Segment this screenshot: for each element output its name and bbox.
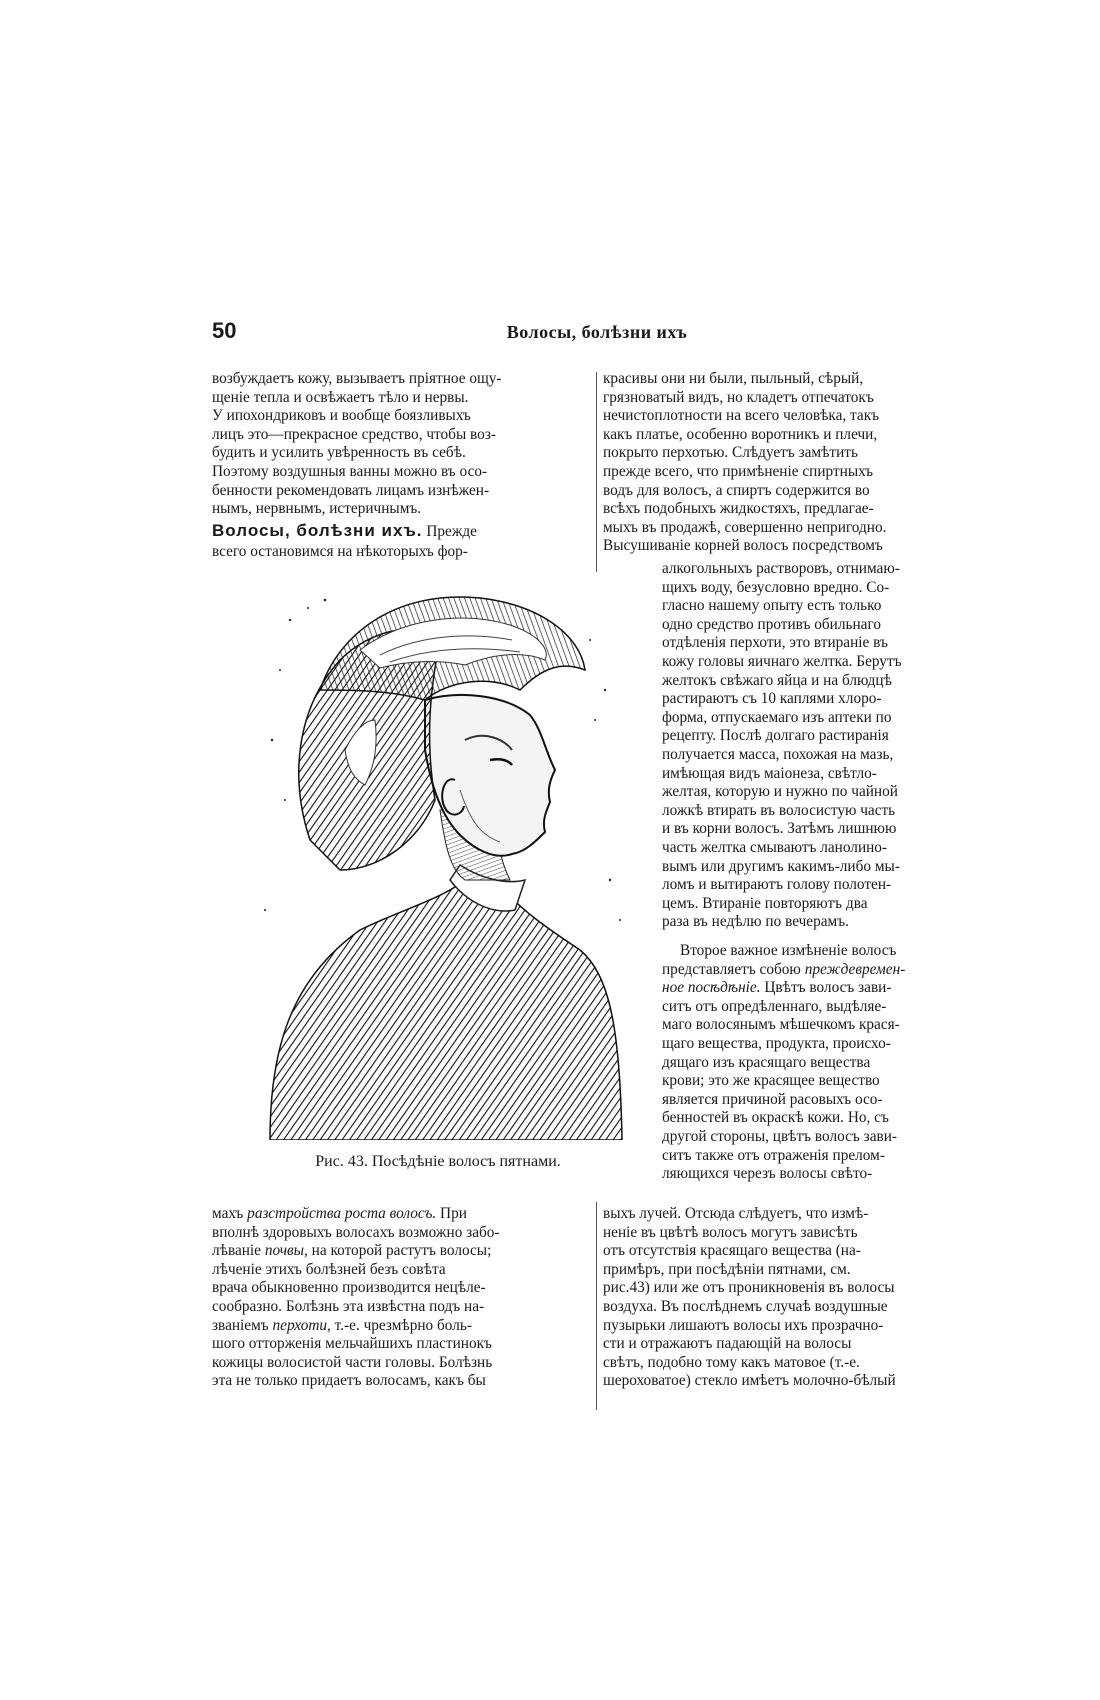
text-line bbox=[662, 961, 980, 980]
text-line: имѣющая видъ маіонеза, свѣтло- bbox=[662, 764, 877, 782]
text-run: званіемъ bbox=[212, 1316, 273, 1334]
text-line: ложкѣ втирать въ волосистую часть bbox=[662, 801, 896, 819]
text-line: получается масса, похожая на мазь, bbox=[662, 745, 894, 763]
text-line: ситъ отъ опредѣленнаго, выдѣляе- bbox=[662, 997, 887, 1015]
column-rule-top bbox=[596, 372, 597, 572]
text-line: отъ отсутствія красящаго вещества (на- bbox=[603, 1242, 861, 1260]
text-line: выхъ лучей. Отсюда слѣдуетъ, что измѣ- bbox=[603, 1205, 869, 1222]
text-line: ситъ также отъ отраженія прелом- bbox=[662, 1146, 885, 1164]
text-run: т.-е. чрезмѣрно боль- bbox=[330, 1316, 472, 1334]
text-line: грязноватый видъ, но кладетъ отпечатокъ bbox=[603, 388, 874, 406]
text-line: сообразно. Болѣзнь эта извѣстна подъ на- bbox=[212, 1297, 485, 1315]
text-line: бенностей въ окраскѣ кожи. Но, съ bbox=[662, 1109, 889, 1127]
right-column-top bbox=[603, 370, 981, 556]
text-line: Второе важное измѣненіе волосъ bbox=[680, 942, 897, 959]
section-heading-line bbox=[212, 519, 590, 543]
heading-tail: Прежде bbox=[422, 522, 477, 540]
text-run: на которой растутъ волосы; bbox=[307, 1242, 492, 1260]
text-line: является причиной расовыхъ осо- bbox=[662, 1090, 883, 1108]
text-line: кожицы волосистой части головы. Болѣзнь bbox=[212, 1353, 493, 1371]
text-line: другой стороны, цвѣтъ волосъ зави- bbox=[662, 1127, 897, 1145]
section-heading: Волосы, болѣзни ихъ. bbox=[212, 520, 423, 540]
text-line: рецепту. Послѣ долгаго растиранія bbox=[662, 727, 889, 745]
text-run: Цвѣтъ волосъ зави- bbox=[760, 979, 892, 997]
emphasis-run: почвы, bbox=[264, 1242, 308, 1260]
text-line: примѣръ, при посѣдѣніи пятнами, см. bbox=[603, 1260, 851, 1278]
text-line: щеніе тепла и освѣжаетъ тѣло и нервы. bbox=[212, 388, 469, 406]
text-line: сти и отражаютъ падающій на волосы bbox=[603, 1335, 852, 1353]
text-line: врача обыкновенно производится нецѣле- bbox=[212, 1279, 486, 1297]
text-line: всего остановимся на нѣкоторыхъ фор- bbox=[212, 542, 468, 560]
text-line: неніе въ цвѣтѣ волосъ могутъ зависѣть bbox=[603, 1223, 858, 1241]
text-line: кожу головы яичнаго желтка. Берутъ bbox=[662, 652, 902, 670]
text-line: вымъ или другимъ какимъ-либо мы- bbox=[662, 857, 900, 875]
emphasis-run: разстройства роста волосъ. bbox=[247, 1205, 437, 1222]
text-line: желтокъ свѣжаго яйца и на блюдцѣ bbox=[662, 671, 892, 689]
text-line: маго волосянымъ мѣшечкомъ крася- bbox=[662, 1016, 900, 1034]
page-number: 50 bbox=[212, 318, 237, 343]
text-line: мыхъ въ продажѣ, совершенно непригодно. bbox=[603, 518, 887, 536]
text-line: У ипохондриковъ и вообще боязливыхъ bbox=[212, 407, 471, 425]
portrait-illustration bbox=[250, 580, 640, 1140]
text-line: алкогольныхъ растворовъ, отнимаю- bbox=[662, 560, 900, 577]
text-line: форма, отпускаемаго изъ аптеки по bbox=[662, 708, 892, 726]
emphasis-run: преждевремен- bbox=[804, 960, 906, 978]
text-line: возбуждаетъ кожу, вызываетъ пріятное ощу- bbox=[212, 370, 502, 387]
text-line bbox=[212, 1317, 590, 1336]
emphasis-run: ное посѣдѣніе. bbox=[662, 979, 761, 997]
text-line: щихъ воду, безусловно вредно. Со- bbox=[662, 578, 890, 596]
right-column-bottom bbox=[603, 1205, 981, 1391]
text-run: махъ bbox=[212, 1205, 248, 1222]
page-header bbox=[212, 318, 982, 352]
text-line: красивы они ни были, пыльный, сѣрый, bbox=[603, 370, 864, 387]
text-line bbox=[212, 1205, 590, 1224]
text-line: часть желтка смываютъ ланолино- bbox=[662, 838, 888, 856]
text-line: рис.43) или же отъ проникновенія въ волосы bbox=[603, 1279, 895, 1297]
text-line: вполнѣ здоровыхъ волосахъ возможно забо- bbox=[212, 1223, 500, 1241]
text-line: нымъ, нервнымъ, истеричнымъ. bbox=[212, 500, 422, 518]
text-line: будить и усилить увѣренность въ себѣ. bbox=[212, 444, 466, 462]
text-line: эта не только придаетъ волосамъ, какъ бы bbox=[212, 1372, 486, 1390]
text-line: отдѣленія перхоти, это втираніе въ bbox=[662, 634, 888, 652]
text-line: свѣтъ, подобно тому какъ матовое (т.-е. bbox=[603, 1353, 860, 1371]
text-line bbox=[662, 979, 980, 998]
text-line: и въ корни волосъ. Затѣмъ лишнюю bbox=[662, 820, 897, 838]
figure-caption: Рис. 43. Посѣдѣніе волосъ пятнами. bbox=[315, 1153, 561, 1170]
text-run: лѣваніе bbox=[212, 1242, 265, 1260]
text-line: Поэтому воздушныя ванны можно въ осо- bbox=[212, 462, 488, 480]
text-line: какъ платье, особенно воротникъ и плечи, bbox=[603, 425, 878, 443]
text-line: пузырьки лишаютъ волосы ихъ прозрачно- bbox=[603, 1316, 884, 1334]
text-line: всѣхъ подобныхъ жидкостяхъ, предлагае- bbox=[603, 500, 874, 518]
left-column-bottom bbox=[212, 1205, 590, 1391]
text-line: водъ для волосъ, а спиртъ содержится во bbox=[603, 481, 870, 499]
text-line: растираютъ съ 10 каплями хлоро- bbox=[662, 690, 882, 708]
text-line: ломъ и вытираютъ голову полотен- bbox=[662, 876, 892, 894]
right-column-narrow-2 bbox=[662, 942, 980, 1184]
text-line: нечистоплотности на всего человѣка, такъ bbox=[603, 407, 880, 425]
text-line: одно средство противъ обильнаго bbox=[662, 615, 881, 633]
text-line: желтая, которую и нужно по чайной bbox=[662, 783, 898, 801]
text-line: щаго вещества, продукта, происхо- bbox=[662, 1034, 891, 1052]
emphasis-run: перхоти, bbox=[272, 1316, 331, 1334]
text-line: покрыто перхотью. Слѣдуетъ замѣтить bbox=[603, 444, 858, 462]
right-column-narrow-1 bbox=[662, 560, 980, 932]
column-rule-bottom bbox=[596, 1202, 597, 1410]
text-line: лицъ это—прекрасное средство, чтобы воз- bbox=[212, 425, 496, 443]
left-column-top bbox=[212, 370, 590, 561]
text-line: ляющихся черезъ волосы свѣто- bbox=[662, 1165, 873, 1183]
text-line: лѣченіе этихъ болѣзней безъ совѣта bbox=[212, 1260, 446, 1278]
text-line: шого отторженія мельчайшихъ пластинокъ bbox=[212, 1335, 492, 1353]
text-line: раза въ недѣлю по вечерамъ. bbox=[662, 913, 849, 931]
figure-43 bbox=[250, 580, 640, 1140]
text-line: гласно нашему опыту есть только bbox=[662, 597, 882, 615]
text-line: крови; это же красящее вещество bbox=[662, 1072, 880, 1090]
text-line: дящаго изъ красящаго вещества bbox=[662, 1053, 871, 1071]
text-line: бенности рекомендовать лицамъ изнѣжен- bbox=[212, 481, 490, 499]
text-line: цемъ. Втираніе повторяютъ два bbox=[662, 894, 868, 912]
text-line: прежде всего, что примѣненіе спиртныхъ bbox=[603, 462, 874, 480]
text-run: При bbox=[436, 1205, 467, 1222]
running-head: Волосы, болѣзни ихъ bbox=[506, 322, 688, 342]
text-line: воздуха. Въ послѣднемъ случаѣ воздушные bbox=[603, 1297, 888, 1315]
text-line: Высушиваніе корней волосъ посредствомъ bbox=[603, 537, 883, 555]
text-line: шероховатое) стекло имѣетъ молочно-бѣлый bbox=[603, 1372, 896, 1390]
text-run: представляетъ собою bbox=[662, 960, 805, 978]
text-line bbox=[212, 1242, 590, 1261]
